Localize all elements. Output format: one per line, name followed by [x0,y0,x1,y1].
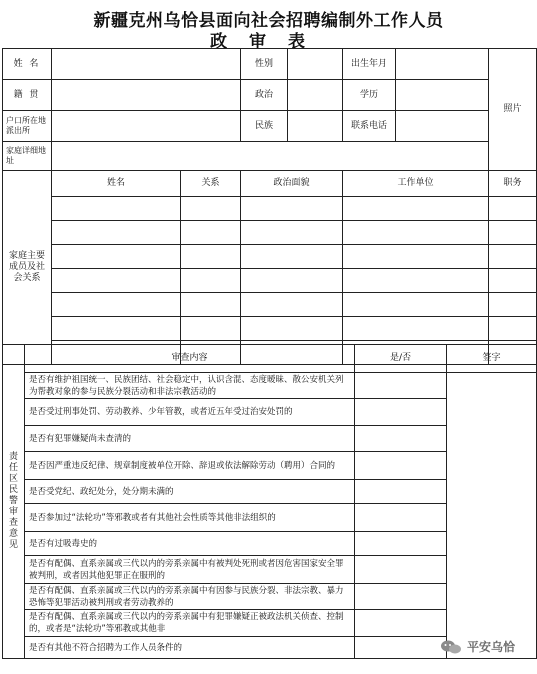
basic-info-table [2,48,537,365]
review-answer[interactable] [355,452,447,480]
family-row [3,221,537,245]
family-label: 家庭主要成员及社会关系 [3,171,52,365]
family-header-work-unit: 工作单位 [343,171,489,197]
politics-value[interactable] [288,80,343,111]
hukou-label: 户口所在地派出所 [3,111,52,142]
photo-box: 照片 [489,49,537,171]
review-item: 是否参加过“法轮功”等邪教或者有其他社会性质等其他非法组织的 [25,504,355,532]
watermark-text: 平安乌恰 [467,640,516,654]
review-label: 责任区民警审查意见 [3,345,25,659]
family-header-position: 职务 [489,171,537,197]
review-item: 是否有维护祖国统一、民族团结、社会稳定中，认识含混、态度暧昧、散公安机关列为帮教对象的参与民族分裂活动和非法宗教活动的 [25,373,355,399]
review-item: 是否受过刑事处罚、劳动教养、少年管教，或者近五年受过治安处罚的 [25,399,355,426]
review-answer[interactable] [355,504,447,532]
wechat-icon [440,639,462,655]
native-value[interactable] [52,80,241,111]
review-answer[interactable] [355,584,447,610]
hukou-value[interactable] [52,111,241,142]
review-item: 是否有配偶、直系亲属或三代以内的旁系亲属中有犯罪嫌疑正被政法机关侦查、控制的，或者是“法轮功”等邪教或其他非 [25,610,355,637]
gender-label: 性别 [241,49,288,80]
review-header-sign: 签字 [447,345,537,373]
review-answer[interactable] [355,399,447,426]
review-item: 是否有过吸毒史的 [25,532,355,556]
family-row [3,317,537,341]
education-value[interactable] [396,80,489,111]
review-item: 是否因严重违反纪律、规章制度被单位开除、辞退或依法解除劳动（聘用）合同的 [25,452,355,480]
review-table [2,344,537,659]
review-header-content: 审查内容 [25,345,355,373]
phone-label: 联系电话 [343,111,396,142]
review-header-yesno: 是/否 [355,345,447,373]
family-row [3,245,537,269]
review-item: 是否有其他不符合招聘为工作人员条件的 [25,637,355,659]
birth-label: 出生年月 [343,49,396,80]
family-header-name: 姓名 [52,171,181,197]
native-label: 籍 贯 [3,80,52,111]
review-answer[interactable] [355,373,447,399]
address-label: 家庭详细地址 [3,142,52,171]
review-answer[interactable] [355,480,447,504]
politics-label: 政治 [241,80,288,111]
signature-box[interactable] [447,373,537,659]
ethnicity-label: 民族 [241,111,288,142]
review-answer[interactable] [355,610,447,637]
education-label: 学历 [343,80,396,111]
document-subtitle: 政审表 [210,32,327,52]
review-item: 是否有配偶、直系亲属或三代以内的旁系亲属中有因参与民族分裂、非法宗教、暴力恐怖等犯罪活动被判刑或者劳动教养的 [25,584,355,610]
family-row [3,197,537,221]
review-answer[interactable] [355,532,447,556]
family-header-relation: 关系 [181,171,241,197]
review-item: 是否有配偶、直系亲属或三代以内的旁系亲属中有被判处死刑或者因危害国家安全罪被判刑，或者因其他犯罪正在服刑的 [25,556,355,584]
watermark [440,638,515,655]
address-value[interactable] [52,142,489,171]
ethnicity-value[interactable] [288,111,343,142]
name-label: 姓 名 [3,49,52,80]
name-value[interactable] [52,49,241,80]
gender-value[interactable] [288,49,343,80]
review-item: 是否受党纪、政纪处分，处分期未满的 [25,480,355,504]
phone-value[interactable] [396,111,489,142]
family-row [3,269,537,293]
review-answer[interactable] [355,556,447,584]
review-answer[interactable] [355,637,447,659]
document-title: 新疆克州乌恰县面向社会招聘编制外工作人员 [93,11,444,31]
review-item: 是否有犯罪嫌疑尚未查清的 [25,426,355,452]
review-answer[interactable] [355,426,447,452]
birth-value[interactable] [396,49,489,80]
family-row [3,293,537,317]
family-header-politics: 政治面貌 [241,171,343,197]
